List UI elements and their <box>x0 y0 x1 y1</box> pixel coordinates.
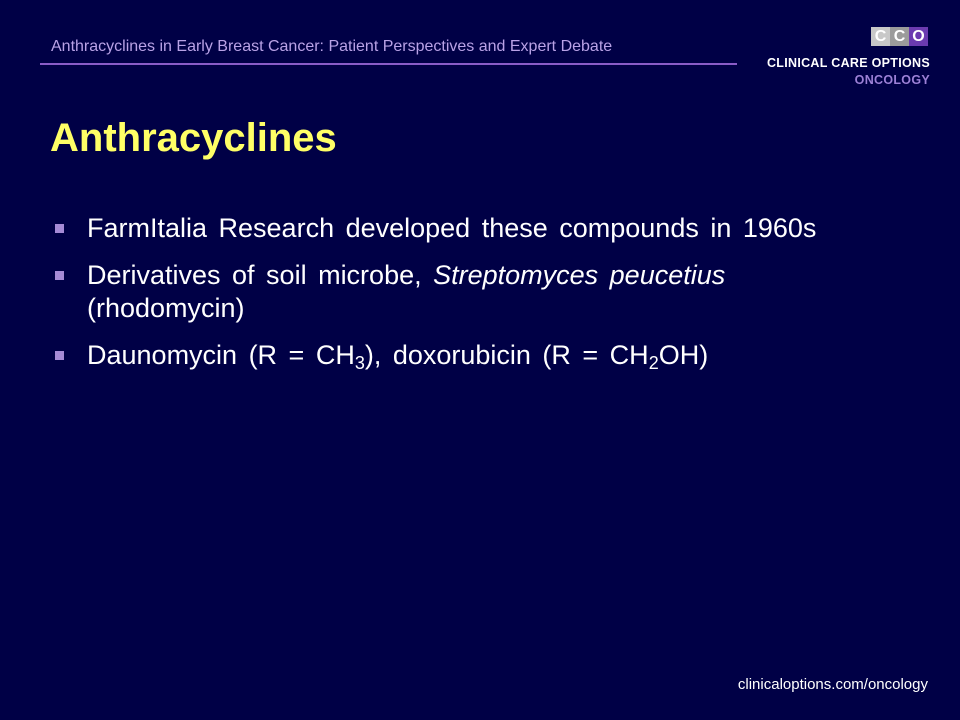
formula-part-1: Daunomycin (R = CH <box>87 340 355 370</box>
square-bullet-icon <box>55 351 64 360</box>
organism-name: Streptomyces peucetius <box>433 260 726 290</box>
bullet-text-after: (rhodomycin) <box>87 293 245 323</box>
bullet-text: FarmItalia Research developed these compounds in 1960s <box>87 213 817 243</box>
logo-box-2: C <box>890 27 909 46</box>
logo-box-1: C <box>871 27 890 46</box>
slide-title: Anthracyclines <box>50 116 337 160</box>
square-bullet-icon <box>55 271 64 280</box>
header-text: Anthracyclines in Early Breast Cancer: Patient Perspectives and Expert Debate <box>51 38 613 55</box>
formula-part-2: ), doxorubicin (R = CH <box>364 340 649 370</box>
clinical-care-options-logo <box>768 27 930 89</box>
bullet-list <box>52 212 842 386</box>
logo-line-1: CLINICAL CARE OPTIONS <box>766 56 930 70</box>
logo-box-3: O <box>909 27 928 46</box>
header-divider <box>40 63 737 65</box>
bullet-item <box>52 339 842 372</box>
bullet-text-before: Derivatives of soil microbe, <box>87 260 434 290</box>
formula-subscript-1: 3 <box>354 353 365 373</box>
bullet-item <box>52 259 842 325</box>
formula-part-3: OH) <box>658 340 709 370</box>
formula-subscript-2: 2 <box>648 353 659 373</box>
logo-boxes <box>871 27 928 46</box>
bullet-item <box>52 212 842 245</box>
logo-line-2: ONCOLOGY <box>854 73 930 87</box>
footer-url: clinicaloptions.com/oncology <box>737 676 928 693</box>
square-bullet-icon <box>55 224 64 233</box>
